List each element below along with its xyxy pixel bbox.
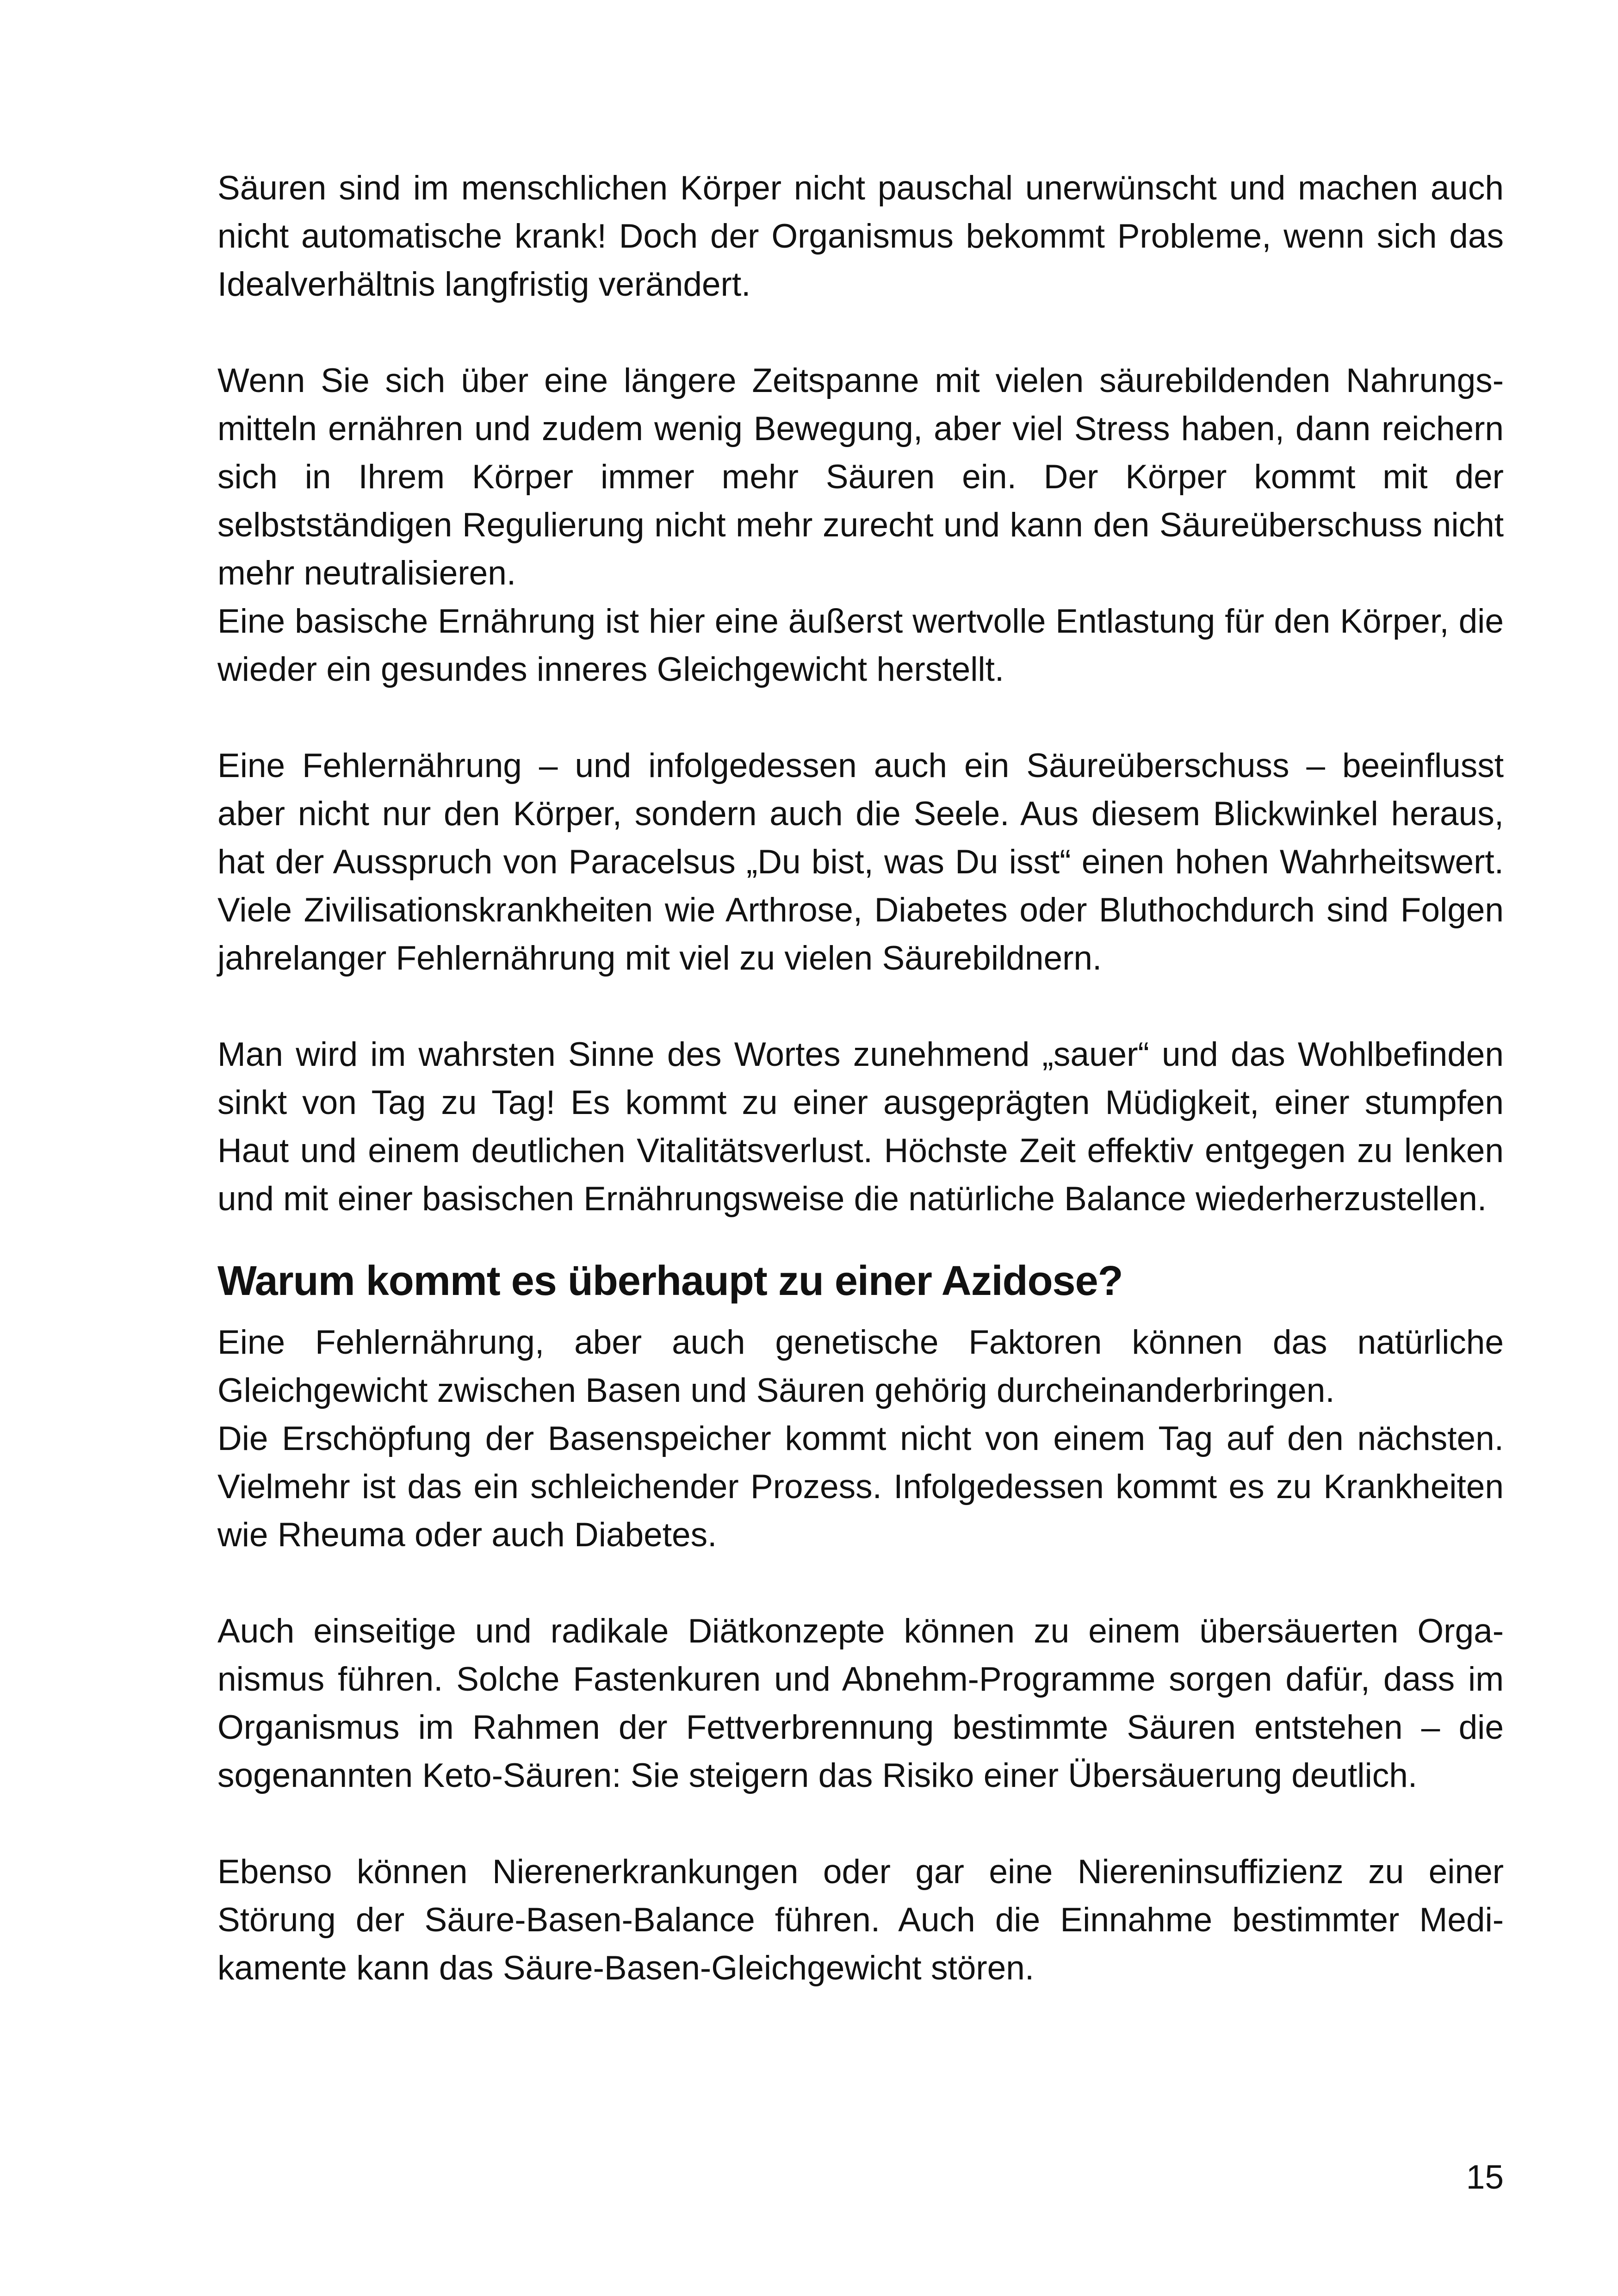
paragraph-becoming-sour: Man wird im wahrsten Sinne des Wortes zunehmend „sauer“ und das Wohlbefinden sinkt von Tag zu Tag! Es kommt zu einer ausgeprägten Müdigkeit, einer stumpfen Haut und einem deutlichen Vitalitätsverlust. Höchste Zeit effektiv entgegen zu lenken und mit einer basischen Ernährungsweise die natürliche Balance wiederherzustellen. <box>217 1036 1504 1218</box>
paragraph-alkaline-diet-relief: Eine basische Ernährung ist hier eine äußerst wertvolle Entlastung für den Körper, die wieder ein gesundes inneres Gleichgewicht herstellt. <box>217 603 1504 688</box>
paragraph-body-and-soul: Eine Fehlernährung – und infolgedessen auch ein Säureüberschuss – beeinflusst aber nicht nur den Körper, sondern auch die Seele. Aus diesem Blickwinkel heraus, hat der Ausspruch von Paracelsus „Du bist, was Du isst“ einen hohen Wahrheitswert. Viele Zivilisationskrankheiten wie Arthrose, Diabetes oder Bluthochdurch sind Folgen jahrelanger Fehlernährung mit viel zu vielen Säurebildnern. <box>217 747 1504 977</box>
paragraph-base-depletion: Die Erschöpfung der Basenspeicher kommt nicht von einem Tag auf den nächsten. Vielmehr ist das ein schleichender Prozess. Infolgedessen kommt es zu Krankheiten wie Rheuma oder auch Diabetes. <box>217 1420 1504 1554</box>
paragraph-kidney-disease: Ebenso können Nierenerkrankungen oder gar eine Niereninsuffizienz zu einer Störung der Säure-Basen-Balance führen. Auch die Einnahme bestimmter Medikamente kann das Säure-Basen-Gleichgewicht stören. <box>217 1853 1504 1987</box>
section-heading: Warum kommt es überhaupt zu einer Azidose? <box>217 1258 1123 1304</box>
paragraph-causes-genetics: Eine Fehlernährung, aber auch genetische Faktoren können das natürliche Gleichgewicht zwischen Basen und Säuren gehörig durcheinanderbringen. <box>217 1324 1504 1409</box>
paragraph-acids-not-harmful: Säuren sind im menschlichen Körper nicht pauschal unerwünscht und machen auch nicht automatische krank! Doch der Organismus bekommt Probleme, wenn sich das Idealverhältnis langfristig verändert. <box>217 169 1504 303</box>
page-number: 15 <box>1466 2159 1504 2196</box>
paragraph-diet-concepts: Auch einseitige und radikale Diätkonzepte können zu einem übersäuerten Organismus führen. Solche Fastenkuren und Abnehm-Programme sorgen dafür, dass im Organismus im Rahmen der Fettverbrennung bestimmte Säuren entstehen – die sogenannten Keto-Säuren: Sie steigern das Risiko einer Übersäuerung deutlich. <box>217 1612 1504 1794</box>
paragraph-acid-accumulation: Wenn Sie sich über eine längere Zeitspanne mit vielen säurebildenden Nahrungsmitteln ernähren und zudem wenig Bewegung, aber viel Stress haben, dann reichern sich in Ihrem Körper immer mehr Säuren ein. Der Körper kommt mit der selbstständigen Regulierung nicht mehr zurecht und kann den Säureüberschuss nicht mehr neutralisieren. <box>217 362 1504 592</box>
page-body <box>217 164 1504 1992</box>
